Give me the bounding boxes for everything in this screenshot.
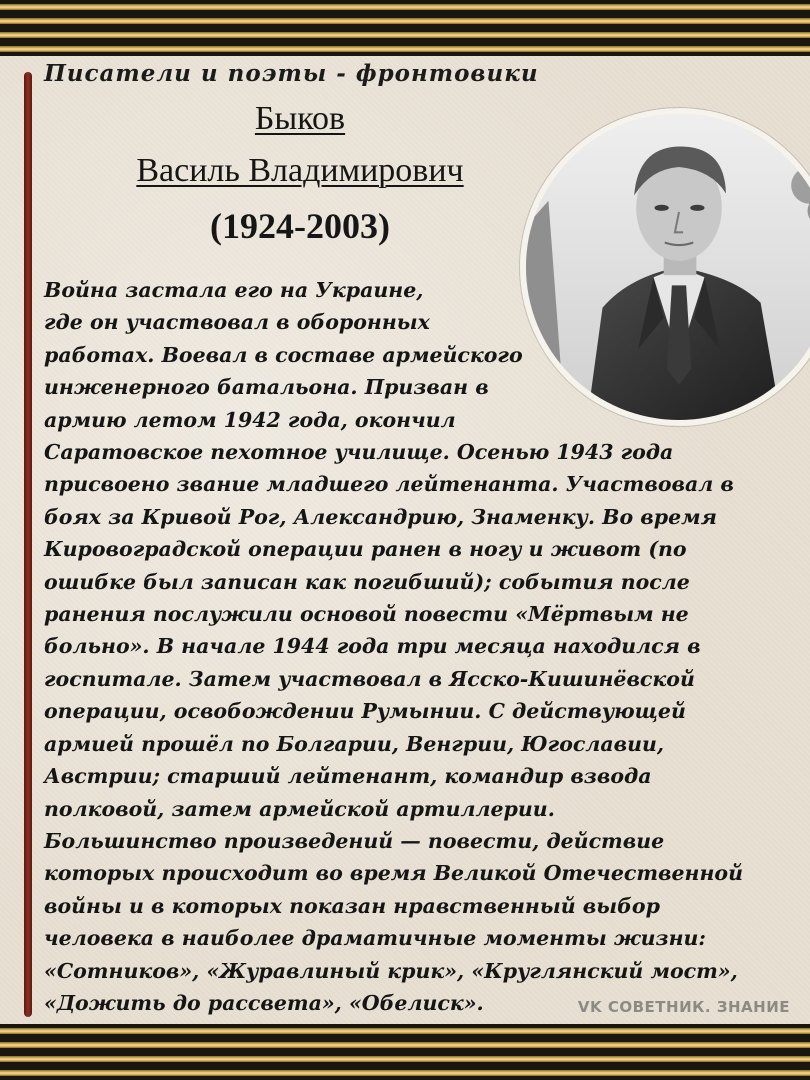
bio-line: работах. Воевал в составе армейского xyxy=(44,342,523,367)
bio-line: ранения послужили основой повести «Мёртвым не xyxy=(44,602,689,627)
left-vertical-rule xyxy=(24,72,32,1017)
bio-line: Большинство произведений — повести, действие xyxy=(44,828,665,853)
writer-surname: Быков xyxy=(254,100,346,137)
life-years: (1924-2003) xyxy=(210,206,390,246)
bio-line: войны и в которых показан нравственный выбор xyxy=(44,893,660,918)
bio-line: которых происходит во время Великой Отечественной xyxy=(44,861,744,886)
bio-line: Война застала его на Украине, xyxy=(44,278,424,302)
bio-line: армию летом 1942 года, окончил xyxy=(44,407,456,432)
bio-line: Саратовское пехотное училище. Осенью 1943 года xyxy=(44,440,674,465)
bio-line: ошибке был записан как погибший); события после xyxy=(44,569,690,594)
bio-line: присвоено звание младшего лейтенанта. Участвовал в xyxy=(44,472,734,497)
bio-line: человека в наиболее драматичные моменты жизни: xyxy=(44,926,706,951)
bio-line: армией прошёл по Болгарии, Венгрии, Югославии, xyxy=(44,731,665,756)
writer-full-name: Василь Владимирович xyxy=(136,152,464,189)
bio-line: Австрии; старший лейтенант, командир взвода xyxy=(44,764,652,789)
bottom-gold-border xyxy=(0,1024,810,1080)
bio-line: боях за Кривой Рог, Александрию, Знаменку. Во время xyxy=(44,504,717,529)
page-subtitle: Писатели и поэты - фронтовики xyxy=(44,60,539,87)
vk-watermark: VK СОВЕТНИК. ЗНАНИЕ xyxy=(577,998,790,1016)
bio-line: инженерного батальона. Призван в xyxy=(44,375,489,400)
bio-line: полковой, затем армейской артиллерии. xyxy=(44,796,555,821)
bio-line: «Дожить до рассвета», «Обелиск». xyxy=(44,990,484,1015)
bio-line: госпитале. Затем участвовал в Ясско-Кишинёвской xyxy=(44,666,695,691)
bio-line: Кировоградской операции ранен в ногу и живот (по xyxy=(44,537,687,562)
top-gold-border xyxy=(0,0,810,56)
bio-line: операции, освобождении Румынии. С действующей xyxy=(44,699,686,724)
biography-text xyxy=(44,274,794,1019)
bio-line: где он участвовал в оборонных xyxy=(44,310,430,335)
bio-line: больно». В начале 1944 года три месяца находился в xyxy=(44,634,701,659)
bio-line: «Сотников», «Журавлиный крик», «Круглянский мост», xyxy=(44,958,738,983)
